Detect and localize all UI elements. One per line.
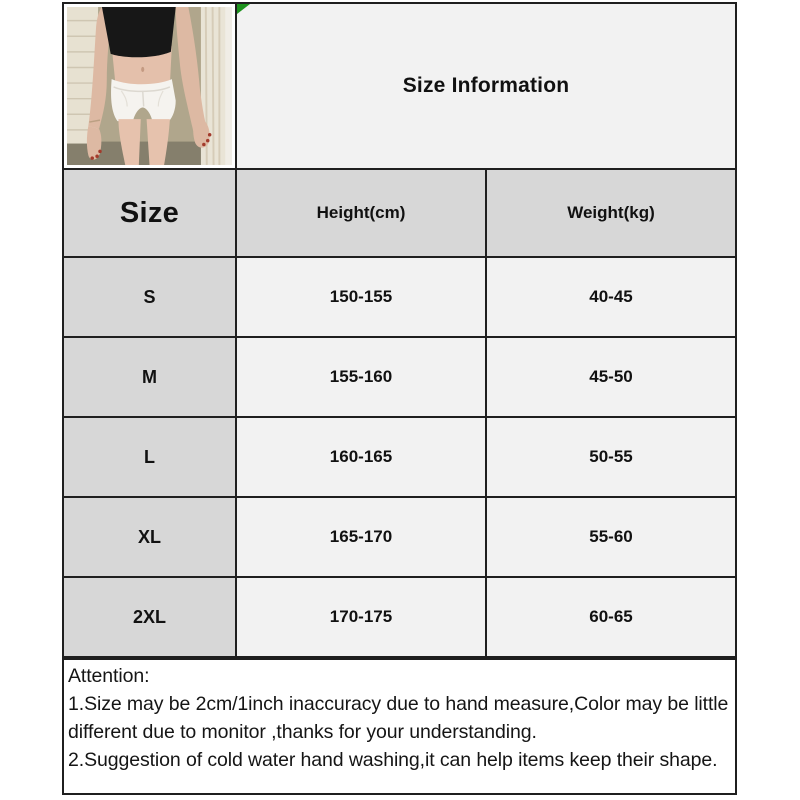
- weight-value-xl: 55-60: [487, 498, 735, 576]
- attention-heading: Attention:: [68, 665, 150, 687]
- size-label-2xl: 2XL: [64, 578, 235, 656]
- product-photo-illustration: [67, 7, 232, 165]
- size-table: [62, 2, 737, 658]
- height-value-xl: 165-170: [237, 498, 485, 576]
- column-header-size: Size: [64, 170, 235, 256]
- page-title: Size Information: [402, 74, 570, 97]
- height-value-s: 150-155: [237, 258, 485, 336]
- attention-line-2: different due to monitor ,thanks for your understanding.: [68, 721, 537, 743]
- attention-note: [62, 658, 737, 795]
- weight-value-2xl: 60-65: [487, 578, 735, 656]
- size-label-m: M: [64, 338, 235, 416]
- corner-marker-icon: [237, 4, 250, 14]
- height-value-2xl: 170-175: [237, 578, 485, 656]
- weight-value-s: 40-45: [487, 258, 735, 336]
- product-photo-cell: [64, 4, 235, 168]
- title-cell: [237, 4, 735, 168]
- size-label-xl: XL: [64, 498, 235, 576]
- height-value-l: 160-165: [237, 418, 485, 496]
- size-label-l: L: [64, 418, 235, 496]
- height-value-m: 155-160: [237, 338, 485, 416]
- column-header-height: Height(cm): [237, 170, 485, 256]
- weight-value-m: 45-50: [487, 338, 735, 416]
- column-header-weight: Weight(kg): [487, 170, 735, 256]
- weight-value-l: 50-55: [487, 418, 735, 496]
- size-label-s: S: [64, 258, 235, 336]
- attention-line-3: 2.Suggestion of cold water hand washing,it can help items keep their shape.: [68, 749, 718, 771]
- size-chart-sheet: [62, 2, 737, 795]
- attention-line-1: 1.Size may be 2cm/1inch inaccuracy due to hand measure,Color may be little: [68, 693, 729, 715]
